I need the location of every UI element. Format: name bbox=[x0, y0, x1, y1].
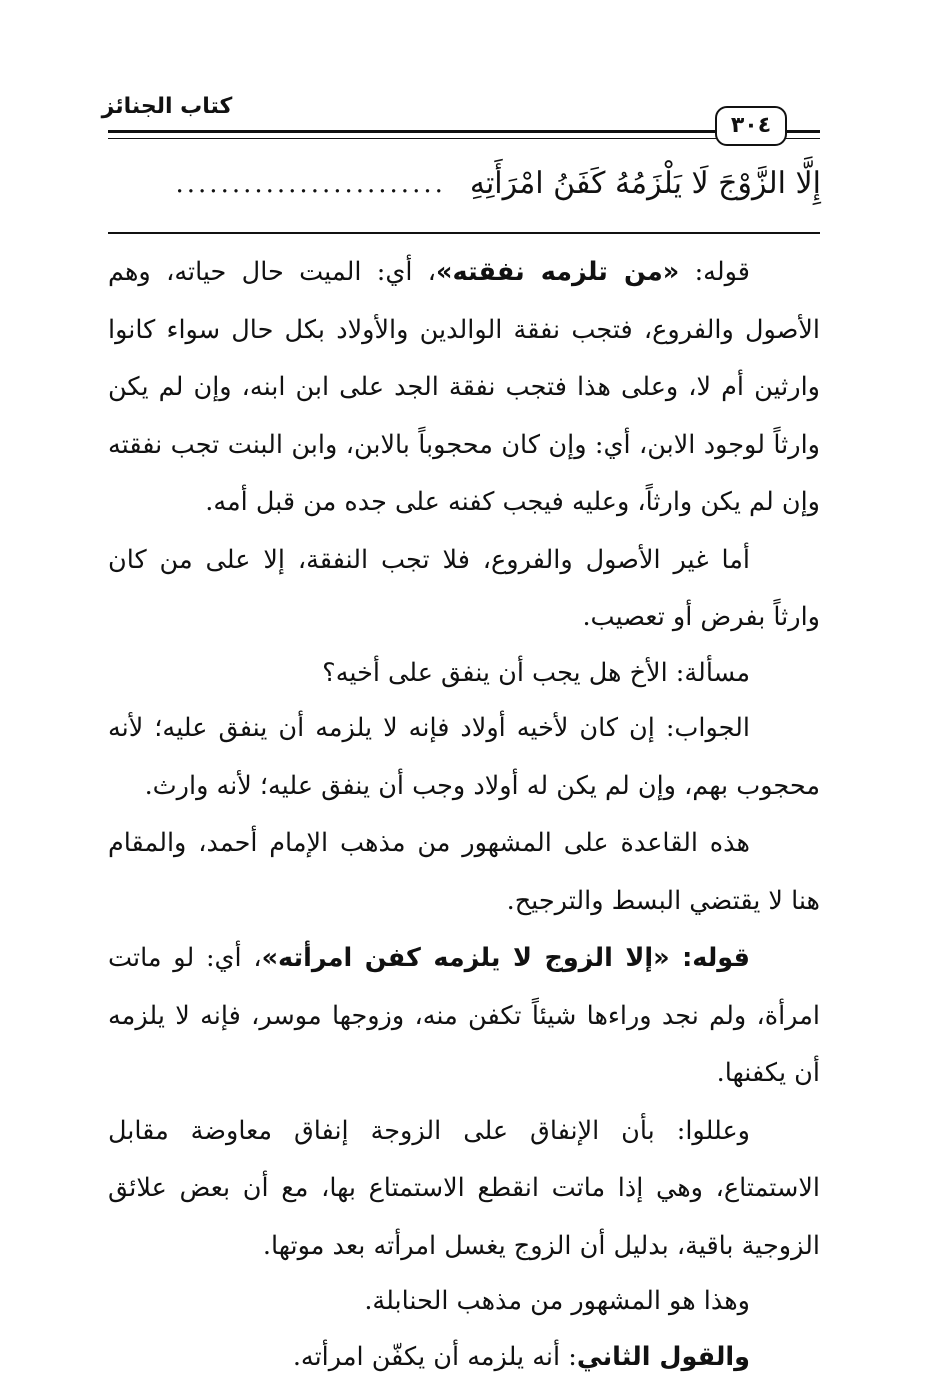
section-rule bbox=[108, 232, 820, 234]
commentary-body bbox=[108, 244, 820, 1386]
page-number: ٣٠٤ bbox=[715, 106, 787, 146]
paragraph bbox=[108, 815, 820, 930]
paragraph-text: مسألة: الأخ هل يجب أن ينفق على أخيه؟ bbox=[322, 658, 750, 688]
quoted-term: «من تلزمه نفقته» bbox=[436, 257, 679, 287]
paragraph bbox=[108, 930, 820, 1103]
running-title: كتاب الجنائز bbox=[92, 92, 242, 122]
matn-text: إِلَّا الزَّوْجَ لَا يَلْزَمُهُ كَفَنُ امْرَأَتِهِ bbox=[470, 158, 821, 210]
paragraph bbox=[108, 532, 820, 647]
header-rule-thin bbox=[108, 138, 820, 139]
paragraph bbox=[108, 1273, 820, 1331]
paragraph-text: أما غير الأصول والفروع، فلا تجب النفقة، إلا على من كان وارثاً بفرض أو تعصيب. bbox=[108, 545, 820, 633]
paragraph-text: الجواب: إن كان لأخيه أولاد فإنه لا يلزمه أن ينفق عليه؛ لأنه محجوب بهم، وإن لم يكن له أولاد وجب أن ينفق عليه؛ لأنه وارث. bbox=[108, 713, 820, 801]
paragraph bbox=[108, 1103, 820, 1276]
paragraph bbox=[108, 700, 820, 815]
quoted-term: قوله: «إلا الزوج لا يلزمه كفن امرأته» bbox=[262, 943, 750, 973]
paragraph bbox=[108, 645, 820, 703]
paragraph-text: وهذا هو المشهور من مذهب الحنابلة. bbox=[364, 1286, 750, 1316]
paragraph-text: : أنه يلزمه أن يكفّن امرأته. bbox=[293, 1342, 577, 1372]
paragraph bbox=[108, 1329, 820, 1386]
paragraph-text: ، أي: لو ماتت امرأة، ولم نجد وراءها شيئاً تكفن منه، وزوجها موسر، فإنه لا يلزمه أن يكفنها. bbox=[108, 943, 820, 1088]
paragraph-text: ، أي: الميت حال حياته، وهم الأصول والفروع، فتجب نفقة الوالدين والأولاد بكل حال سواء كانوا وارثين أم لا، وعلى هذا فتجب نفقة الجد على ابن ابنه، وإن لم يكن وارثاً لوجود الابن، أي: وإن كان محجوباً بالابن، وابن البنت تجب نفقته وإن لم يكن وارثاً، وعليه فيجب كفنه على جده من قبل أمه. bbox=[108, 257, 820, 517]
quoted-term: والقول الثاني bbox=[577, 1342, 750, 1372]
paragraph-text: وعللوا: بأن الإنفاق على الزوجة إنفاق معاوضة مقابل الاستمتاع، وهي إذا ماتت انقطع الاستمتاع بها، مع أن بعض علائق الزوجية باقية، بدليل أن الزوج يغسل امرأته بعد موتها. bbox=[108, 1116, 820, 1261]
paragraph-lead: قوله: bbox=[679, 257, 750, 287]
matn-line bbox=[109, 158, 821, 210]
matn-dots: ........................ bbox=[176, 158, 446, 210]
paragraph-text: هذه القاعدة على المشهور من مذهب الإمام أحمد، والمقام هنا لا يقتضي البسط والترجيح. bbox=[108, 828, 820, 916]
paragraph bbox=[108, 244, 820, 532]
header-rule bbox=[108, 130, 820, 133]
